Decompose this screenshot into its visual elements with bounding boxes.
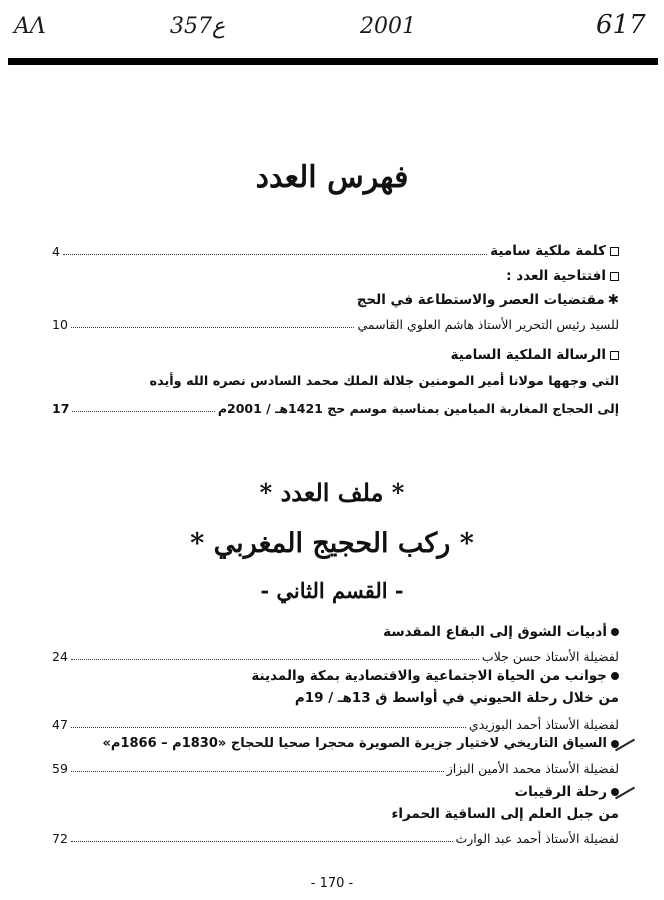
toc-entry-royal-letter: الرسالة الملكية السامية: [451, 347, 619, 363]
toc-row-royal-speech: [52, 241, 619, 259]
page-ref: 4: [52, 244, 60, 259]
square-bullet-icon: [610, 272, 619, 281]
toc-row-essaouira-quarantine: [52, 758, 619, 776]
leader-dots: [71, 727, 466, 728]
handwritten-code-right: 617: [596, 10, 646, 40]
toc-row-editorial-author: [52, 314, 619, 332]
dossier-heading: * ملف العدد *: [259, 478, 405, 507]
top-rule: [8, 58, 658, 65]
leader-dots: [71, 327, 355, 328]
toc-row-social-economic-life: [52, 714, 619, 732]
toc-entry-royal-letter-line1: التي وجهها مولانا أمير المومنين جلالة الملك محمد السادس نصره الله وأيده: [149, 374, 619, 389]
toc-author: لفضيلة الأستاذ أحمد عبد الوارث: [455, 831, 619, 846]
dossier-part: - القسم الثاني -: [260, 578, 404, 603]
handwritten-year: 2001: [360, 14, 416, 39]
toc-entry-reguibat-journey: رحلة الرقيبات: [515, 784, 620, 800]
toc-author: لفضيلة الأستاذ أحمد البوزيدي: [468, 717, 619, 732]
circle-bullet-icon: [611, 628, 619, 636]
page-title: فهرس العدد: [255, 160, 409, 195]
page-ref: 10: [52, 317, 68, 332]
leader-dots: [71, 771, 444, 772]
handwritten-code-left: AΛ: [14, 14, 46, 39]
page-ref: 17: [52, 401, 70, 416]
circle-bullet-icon: [611, 740, 619, 748]
toc-entry-social-economic-life-line2: من خلال رحلة الحيوني في أواسط ق 13هـ / 19م: [294, 690, 619, 706]
asterisk-bullet-icon: ✱: [607, 292, 619, 308]
leader-dots: [71, 841, 453, 842]
leader-dots: [72, 411, 214, 412]
toc-author: لفضيلة الأستاذ محمد الأمين البزاز: [446, 761, 619, 776]
toc-author: للسيد رئيس التحرير الأستاذ هاشم العلوي القاسمي: [357, 317, 619, 332]
toc-entry-essaouira-quarantine: السياق التاريخي لاختيار جزيرة الصويرة محجرا صحيا للحجاج «1830م – 1866م»: [103, 736, 620, 751]
toc-entry-royal-letter-line2: إلى الحجاج المغاربة الميامين بمناسبة موسم حج 1421هـ / 2001م: [217, 401, 619, 416]
toc-entry-requirements: ✱مقتضيات العصر والاستطاعة في الحج: [356, 292, 619, 308]
circle-bullet-icon: [611, 672, 619, 680]
toc-entry-label: كلمة ملكية سامية: [490, 243, 619, 259]
toc-entry-editorial: افتتاحية العدد :: [506, 268, 619, 284]
toc-entry-reguibat-journey-line2: من جبل العلم إلى الساقية الحمراء: [391, 806, 619, 822]
page-ref: 59: [52, 761, 68, 776]
toc-row-royal-letter: [52, 398, 619, 416]
page-ref: 24: [52, 649, 68, 664]
toc-row-reguibat-journey: [52, 828, 619, 846]
square-bullet-icon: [610, 247, 619, 256]
dossier-subject: * ركب الحجيج المغربي *: [190, 528, 474, 559]
toc-row-longing-literature: [52, 646, 619, 664]
leader-dots: [63, 254, 487, 255]
toc-entry-longing-literature: أدبيات الشوق إلى البقاع المقدسة: [383, 624, 619, 640]
page-ref: 47: [52, 717, 68, 732]
toc-entry-social-economic-life: جوانب من الحياة الاجتماعية والاقتصادية بمكة والمدينة: [251, 668, 619, 684]
square-bullet-icon: [610, 351, 619, 360]
page-number: - 170 -: [310, 876, 354, 891]
page-ref: 72: [52, 831, 68, 846]
toc-author: لفضيلة الأستاذ حسن جلاب: [481, 649, 619, 664]
handwritten-code-middle: 357ع: [170, 14, 226, 39]
leader-dots: [71, 659, 479, 660]
circle-bullet-icon: [611, 788, 619, 796]
